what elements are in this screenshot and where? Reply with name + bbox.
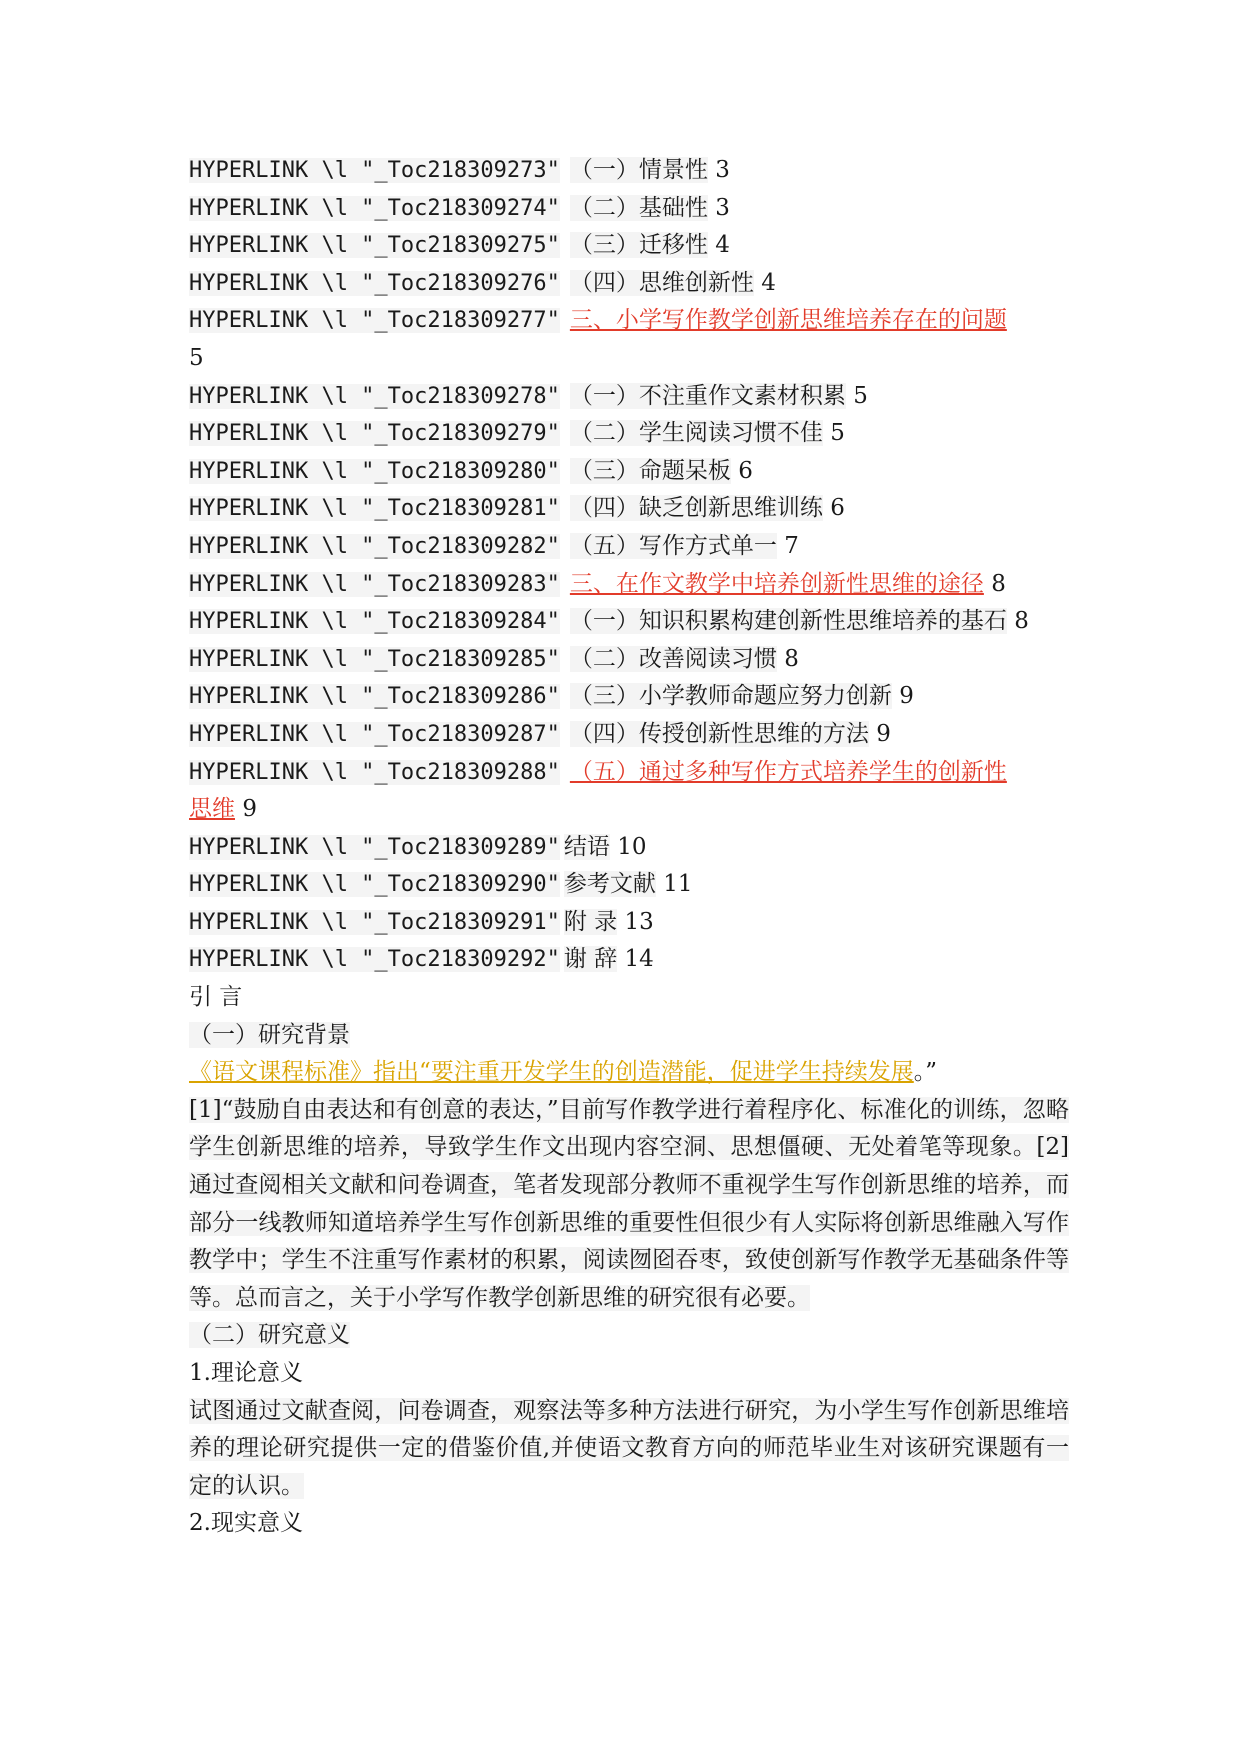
hyperlink-field-code: HYPERLINK \l "_Toc218309281"	[189, 496, 560, 522]
quote-tail: 。”	[913, 1059, 938, 1086]
document-page	[189, 152, 1069, 1543]
toc-page-number: 8	[1014, 608, 1029, 635]
toc-page-number: 7	[784, 532, 799, 559]
toc-entry-title[interactable]: （一）情景性	[569, 157, 708, 183]
toc-entry[interactable]	[189, 302, 1069, 340]
toc-page-number: 11	[663, 871, 693, 898]
section-heading-background: （一）研究背景	[189, 1021, 350, 1048]
toc-page-number: 5	[189, 344, 204, 371]
hyperlink-field-code: HYPERLINK \l "_Toc218309286"	[189, 684, 560, 710]
hyperlink-field-code: HYPERLINK \l "_Toc218309282"	[189, 533, 560, 559]
hyperlink-field-code: HYPERLINK \l "_Toc218309292"	[189, 947, 560, 973]
toc-page-number: 14	[624, 946, 654, 973]
background-paragraph	[189, 1054, 1069, 1317]
hyperlink-field-code: HYPERLINK \l "_Toc218309289"	[189, 834, 560, 860]
toc-page-number: 8	[784, 645, 799, 672]
toc-entry[interactable]	[189, 566, 1069, 604]
hyperlink-field-code: HYPERLINK \l "_Toc218309287"	[189, 721, 560, 747]
toc-entry-title[interactable]: （二）学生阅读习惯不佳	[569, 420, 823, 447]
toc-entry[interactable]	[189, 265, 1069, 303]
hyperlink-field-code: HYPERLINK \l "_Toc218309283"	[189, 571, 560, 597]
toc-page-number: 3	[715, 157, 730, 183]
toc-entry[interactable]	[189, 415, 1069, 453]
toc-entry-title[interactable]: （四）思维创新性	[569, 269, 754, 296]
hyperlink-field-code: HYPERLINK \l "_Toc218309280"	[189, 458, 560, 484]
toc-entry[interactable]	[189, 603, 1069, 641]
theoretical-paragraph: 试图通过文献查阅，问卷调查，观察法等多种方法进行研究，为小学生写作创新思维培养的理论研究提供一定的借鉴价值,并使语文教育方向的师范毕业生对该研究课题有一定的认识。	[189, 1397, 1069, 1499]
curriculum-standard-link[interactable]: 《语文课程标准》指出“要注重开发学生的创造潜能，促进学生持续发展	[189, 1059, 914, 1086]
toc-entry-title[interactable]: 结语	[563, 833, 610, 860]
hyperlink-field-code: HYPERLINK \l "_Toc218309275"	[189, 233, 560, 259]
toc-page-number: 4	[761, 269, 776, 296]
toc-entry-title[interactable]: （二）改善阅读习惯	[569, 645, 777, 672]
toc-page-number: 10	[617, 833, 647, 860]
hyperlink-field-code: HYPERLINK \l "_Toc218309273"	[189, 158, 560, 183]
toc-entry-title[interactable]: 参考文献	[563, 871, 656, 898]
toc-page-number: 4	[715, 232, 730, 259]
toc-entry-title[interactable]: （一）不注重作文素材积累	[569, 382, 846, 409]
toc-entry[interactable]	[189, 490, 1069, 528]
toc-entry[interactable]	[189, 829, 1069, 867]
toc-entry-title[interactable]: （四）缺乏创新思维训练	[569, 495, 823, 522]
toc-entry-title[interactable]: 附 录	[563, 908, 618, 935]
toc-entry-title[interactable]: 三、小学写作教学创新思维培养存在的问题	[569, 307, 1007, 334]
toc-page-number: 13	[624, 908, 654, 935]
hyperlink-field-code: HYPERLINK \l "_Toc218309277"	[189, 308, 560, 334]
toc-entry[interactable]	[189, 904, 1069, 942]
hyperlink-field-code: HYPERLINK \l "_Toc218309279"	[189, 421, 560, 447]
toc-entry[interactable]	[189, 378, 1069, 416]
toc-entry-title[interactable]: 谢 辞	[563, 946, 618, 973]
hyperlink-field-code: HYPERLINK \l "_Toc218309278"	[189, 383, 560, 409]
hyperlink-field-code: HYPERLINK \l "_Toc218309291"	[189, 909, 560, 935]
toc-entry[interactable]	[189, 453, 1069, 491]
toc-page-number: 3	[715, 194, 730, 221]
toc-entry[interactable]	[189, 716, 1069, 754]
hyperlink-field-code: HYPERLINK \l "_Toc218309274"	[189, 195, 560, 221]
toc-entry-title[interactable]: （三）命题呆板	[569, 457, 731, 484]
toc-entry-title[interactable]: （三）迁移性	[569, 232, 708, 259]
subheading-practical: 2.现实意义	[189, 1510, 303, 1537]
toc-entry-title[interactable]: （五）写作方式单一	[569, 532, 777, 559]
hyperlink-field-code: HYPERLINK \l "_Toc218309285"	[189, 646, 560, 672]
toc-entry-title[interactable]: （四）传授创新性思维的方法	[569, 720, 869, 747]
toc-page-number: 5	[830, 420, 845, 447]
toc-entry[interactable]	[189, 528, 1069, 566]
toc-entry[interactable]	[189, 641, 1069, 679]
intro-heading: 引 言	[189, 984, 243, 1011]
toc-entry-title-continued[interactable]: 思维	[189, 796, 235, 823]
hyperlink-field-code: HYPERLINK \l "_Toc218309290"	[189, 872, 560, 898]
toc-page-number: 8	[991, 570, 1006, 597]
table-of-contents	[189, 152, 1069, 979]
toc-page-number: 6	[738, 457, 753, 484]
subheading-theoretical: 1.理论意义	[189, 1360, 303, 1386]
toc-entry[interactable]	[189, 678, 1069, 716]
toc-entry-title[interactable]: （三）小学教师命题应努力创新	[569, 683, 892, 710]
toc-entry[interactable]	[189, 227, 1069, 265]
toc-entry-title[interactable]: （二）基础性	[569, 194, 708, 221]
toc-entry-title[interactable]: （五）通过多种写作方式培养学生的创新性	[569, 758, 1007, 785]
toc-page-number: 9	[899, 683, 914, 710]
toc-page-number: 5	[853, 382, 868, 409]
toc-entry-title[interactable]: 三、在作文教学中培养创新性思维的途径	[569, 570, 984, 597]
toc-entry[interactable]	[189, 190, 1069, 228]
hyperlink-field-code: HYPERLINK \l "_Toc218309276"	[189, 270, 560, 296]
section-heading-significance: （二）研究意义	[189, 1322, 350, 1349]
toc-entry[interactable]	[189, 866, 1069, 904]
background-text: [1]“鼓励自由表达和有创意的表达，”目前写作教学进行着程序化、标准化的训练，忽略学生创新思维的培养，导致学生作文出现内容空洞、思想僵硬、无处着笔等现象。[2]通过查阅相关文献和问卷调查，笔者发现部分教师不重视学生写作创新思维的培养，而部分一线教师知道培养学生写作创新思维的重要性但很少有人实际将创新思维融入写作教学中；学生不注重写作素材的积累，阅读囫囵吞枣，致使创新写作教学无基础条件等等。总而言之，关于小学写作教学创新思维的研究很有必要。	[189, 1096, 1069, 1311]
toc-entry[interactable]	[189, 941, 1069, 979]
toc-entry[interactable]	[189, 152, 1069, 190]
toc-page-number: 6	[830, 495, 845, 522]
hyperlink-field-code: HYPERLINK \l "_Toc218309284"	[189, 609, 560, 635]
toc-page-number: 9	[876, 720, 891, 747]
toc-entry-title[interactable]: （一）知识积累构建创新性思维培养的基石	[569, 608, 1007, 635]
toc-page-number: 9	[242, 796, 257, 823]
hyperlink-field-code: HYPERLINK \l "_Toc218309288"	[189, 759, 560, 785]
toc-entry[interactable]	[189, 754, 1069, 792]
